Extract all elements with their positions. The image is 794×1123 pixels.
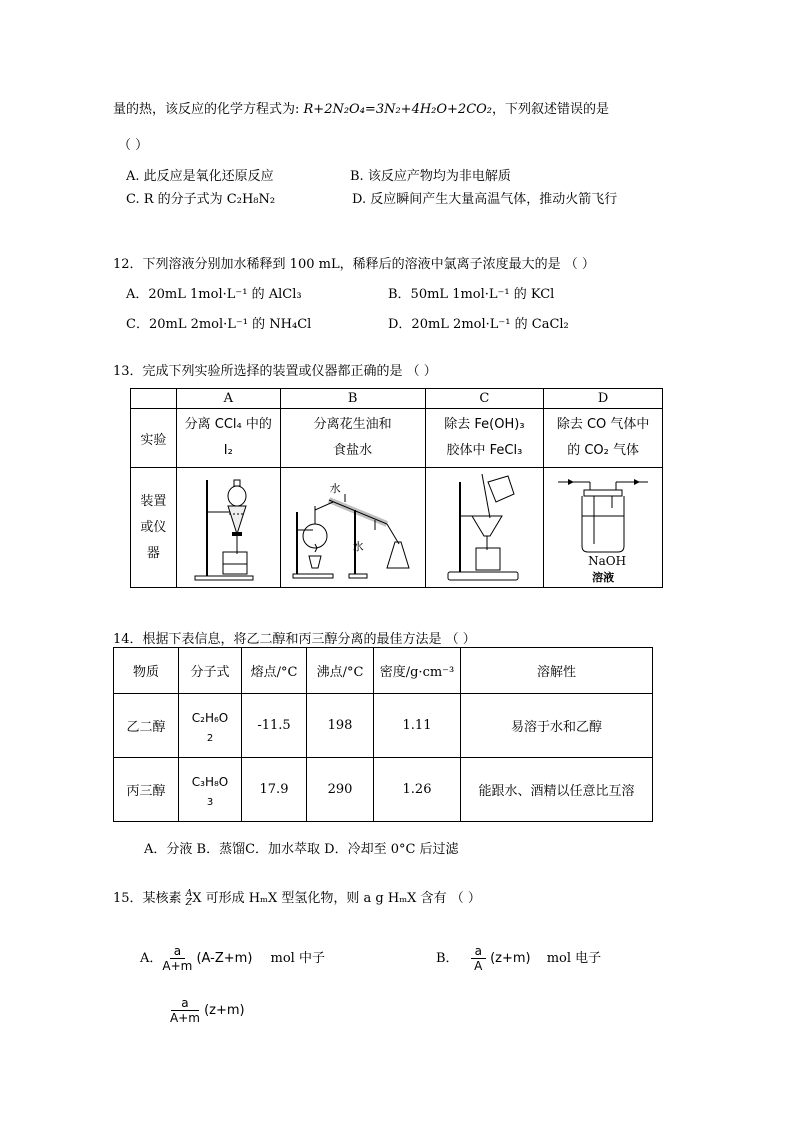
q14-formula-line1: C₃H₈O	[191, 774, 229, 789]
q14-options: A．分液 B．蒸馏C．加水萃取 D．冷却至 0°C 后过滤	[144, 842, 459, 857]
q13-stem: 13．完成下列实验所选择的装置或仪器都正确的是 （ ）	[113, 364, 437, 379]
q13-exp-d	[544, 409, 663, 468]
q11-answer-paren: （ ）	[118, 138, 149, 153]
q14-cell-melting: 17.9	[242, 758, 307, 822]
q14-row-glycerol	[114, 758, 653, 822]
q13-exp-c	[425, 409, 544, 468]
q15-option-b	[436, 944, 601, 973]
q14-cell-boiling: 290	[307, 758, 374, 822]
q15-option-a-fraction	[162, 944, 192, 973]
q12-stem: 12．下列溶液分别加水稀释到 100 mL，稀释后的溶液中氯离子浓度最大的是 （ ）	[113, 257, 595, 272]
q12-option-d: D．20mL 2mol·L⁻¹ 的 CaCl₂	[388, 317, 569, 332]
q13-apparatus-row	[131, 468, 663, 588]
nuclide-mass-number: A	[185, 888, 193, 899]
q13-apparatus-label-2: 或仪	[140, 519, 167, 535]
water-outlet-label: 水	[352, 539, 364, 553]
q15-option-c-fraction	[170, 996, 200, 1025]
q14-cell-substance: 丙三醇	[114, 758, 179, 822]
q13-apparatus-b	[280, 468, 425, 588]
q13-exp-b-line1: 分离花生油和	[313, 417, 392, 432]
q13-experiment-row	[131, 409, 663, 468]
q15-option-a	[140, 944, 325, 973]
q15-stem-pre: 15．某核素	[113, 891, 186, 906]
q14-header-density: 密度/g·cm⁻³	[374, 648, 461, 694]
q13-corner-cell	[131, 389, 177, 409]
q15-option-b-expression: (z+m)	[490, 951, 531, 966]
q14-row-ethylene-glycol	[114, 694, 653, 758]
q15-stem-post: X 可形成 HₘX 型氢化物，则 a g HₘX 含有 （ ）	[192, 891, 481, 906]
q14-cell-substance: 乙二醇	[114, 694, 179, 758]
q13-exp-c-line2: 胶体中 FeCl₃	[446, 443, 523, 458]
q14-table	[113, 647, 653, 822]
q11-option-c: C. R 的分子式为 C₂H₈N₂	[126, 192, 276, 207]
q13-exp-b-line2: 食盐水	[333, 443, 373, 458]
filtration-apparatus-icon	[426, 472, 536, 584]
q13-apparatus-label-1: 装置	[140, 493, 167, 509]
nuclide-atomic-number: Z	[185, 897, 192, 908]
q13-exp-a	[176, 409, 280, 468]
fraction-numerator: a	[471, 944, 486, 959]
q11-tail: ，下列叙述错误的是	[492, 102, 610, 117]
q13-exp-b	[280, 409, 425, 468]
q13-apparatus-label	[131, 468, 177, 588]
q14-cell-density: 1.26	[374, 758, 461, 822]
q14-cell-solubility: 能跟水、酒精以任意比互溶	[461, 758, 653, 822]
q15-option-b-unit: mol 电子	[546, 951, 602, 966]
q14-cell-formula	[179, 694, 242, 758]
q13-header-a: A	[176, 389, 280, 409]
q14-cell-boiling: 198	[307, 694, 374, 758]
q11-intro: 量的热，该反应的化学方程式为:	[113, 102, 304, 117]
q11-stem	[113, 98, 609, 117]
q14-cell-solubility: 易溶于水和乙醇	[461, 694, 653, 758]
q15-option-a-unit: mol 中子	[270, 951, 325, 966]
q12-option-b: B．50mL 1mol·L⁻¹ 的 KCl	[388, 287, 555, 302]
fraction-numerator: a	[170, 944, 185, 959]
q13-apparatus-d	[544, 468, 663, 588]
q14-header-formula: 分子式	[179, 648, 242, 694]
q14-cell-density: 1.11	[374, 694, 461, 758]
q15-option-b-label: B．	[436, 951, 459, 966]
q13-apparatus-c	[425, 468, 544, 588]
q13-exp-d-line2: 的 CO₂ 气体	[567, 443, 640, 458]
q12-option-a: A．20mL 1mol·L⁻¹ 的 AlCl₃	[126, 287, 302, 302]
q14-header-melting: 熔点/°C	[242, 648, 307, 694]
separatory-funnel-icon	[177, 472, 277, 584]
q14-cell-melting: -11.5	[242, 694, 307, 758]
q13-exp-a-line2: I₂	[223, 443, 233, 458]
q14-cell-formula	[179, 758, 242, 822]
q13-table	[130, 388, 663, 588]
q11-option-b: B. 该反应产物均为非电解质	[350, 169, 511, 184]
distillation-apparatus-icon	[283, 472, 423, 584]
q14-formula-line1: C₂H₆O	[191, 710, 229, 725]
q15-option-a-expression: (A-Z+m)	[196, 951, 253, 966]
q13-exp-a-line1: 分离 CCl₄ 中的	[184, 417, 272, 432]
q15-stem	[113, 887, 481, 908]
q14-formula-line2: 2	[206, 732, 214, 744]
q13-exp-c-line1: 除去 Fe(OH)₃	[444, 417, 525, 432]
q15-option-a-label: A．	[140, 951, 163, 966]
q13-experiment-label: 实验	[131, 409, 177, 468]
q13-exp-d-line1: 除去 CO 气体中	[556, 417, 650, 432]
q14-formula-line2: 3	[206, 796, 214, 808]
q14-header-boiling: 沸点/°C	[307, 648, 374, 694]
q15-option-c	[170, 996, 245, 1025]
fraction-numerator: a	[171, 996, 198, 1011]
q14-stem: 14．根据下表信息，将乙二醇和丙三醇分离的最佳方法是 （ ）	[113, 632, 476, 647]
q15-option-b-fraction	[471, 944, 486, 973]
q14-header-substance: 物质	[114, 648, 179, 694]
q11-option-a: A. 此反应是氧化还原反应	[126, 169, 274, 184]
q13-header-b: B	[280, 389, 425, 409]
q11-equation: R+2N₂O₄=3N₂+4H₂O+2CO₂	[303, 102, 493, 117]
q12-option-c: C．20mL 2mol·L⁻¹ 的 NH₄Cl	[126, 317, 312, 332]
q14-header-row	[114, 648, 653, 694]
q13-header-row	[131, 389, 663, 409]
q11-option-d: D. 反应瞬间产生大量高温气体，推动火箭飞行	[352, 192, 618, 207]
water-inlet-label: 水	[329, 481, 341, 495]
q13-apparatus-label-3: 器	[146, 545, 160, 561]
fraction-denominator: A	[474, 959, 483, 973]
q14-header-solubility: 溶解性	[461, 648, 653, 694]
q13-apparatus-a	[176, 468, 280, 588]
q15-option-c-expression: (z+m)	[204, 1003, 245, 1018]
fraction-denominator: A+m	[170, 1011, 200, 1025]
fraction-denominator: A+m	[162, 959, 193, 973]
naoh-label: NaOH	[588, 553, 627, 568]
q13-header-d: D	[544, 389, 663, 409]
q13-header-c: C	[425, 389, 544, 409]
solution-label: 溶液	[592, 570, 615, 584]
